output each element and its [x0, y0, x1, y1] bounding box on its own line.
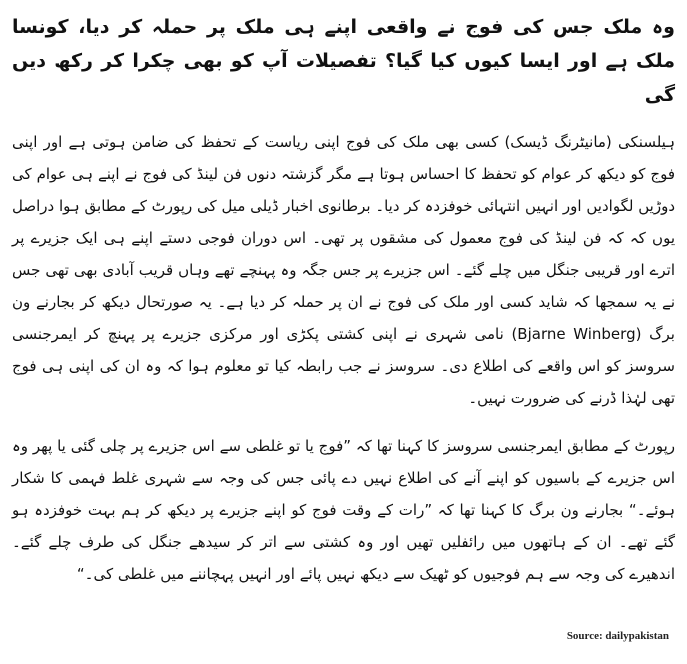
article-paragraph-2: رپورٹ کے مطابق ایمرجنسی سروسز کا کہنا تھا کہ ”فوج یا تو غلطی سے اس جزیرے پر چلی گئی یا پھر وہ اس جزیرے کے باسیوں کو اپنے آنے کی اطلاع نہیں دے پائی جس کی وجہ سے شہری غلط فہمی کا شکار ہوئے۔“ بجارنے ون برگ کا کہنا تھا کہ ”رات کے وقت فوج کو اپنے جزیرے پر دیکھ کر ہم بہت خوفزدہ ہو گئے تھے۔ ان کے ہاتھوں میں رائفلیں تھیں اور وہ کشتی سے اتر کر سیدھے جنگل کی طرف چلے گئے۔ اندھیرے کی وجہ سے ہم فوجیوں کو ٹھیک سے دیکھ نہیں پائے اور انہیں پہچاننے میں غلطی کی۔“	[12, 437, 675, 583]
source-credit: Source: dailypakistan	[566, 630, 669, 642]
article-headline: وہ ملک جس کی فوج نے واقعی اپنے ہی ملک پر حملہ کر دیا، کونسا ملک ہے اور ایسا کیوں کیا گیا؟ تفصیلات آپ کو بھی چکرا کر رکھ دیں گی	[12, 16, 675, 106]
article-paragraph-1: ہیلسنکی (مانیٹرنگ ڈیسک) کسی بھی ملک کی فوج اپنی ریاست کے تحفظ کی ضامن ہوتی ہے اور اپنی فوج کو دیکھ کر عوام کو تحفظ کا احساس ہوتا ہے مگر گزشتہ دنوں فن لینڈ کی فوج نے اپنے ہی عوام کی دوڑیں لگوادیں اور انہیں انتہائی خوفزدہ کر دیا۔ برطانوی اخبار ڈیلی میل کی رپورٹ کے مطابق ہوا دراصل یوں کہ کہ فن لینڈ کی فوج معمول کی مشقوں پر تھی۔ اس دوران فوجی دستے اپنے ہی ایک جزیرے پر اترے اور قریبی جنگل میں چلے گئے۔ اس جزیرے پر جس جگہ وہ پہنچے تھے وہاں قریب آبادی بھی تھی جس نے یہ سمجھا کہ شاید کسی اور ملک کی فوج نے ان پر حملہ کر دیا ہے۔ یہ صورتحال دیکھ کر بجارنے ون برگ (Bjarne Winberg) نامی شہری نے اپنی کشتی پکڑی اور مرکزی جزیرے پر پہنچ کر ایمرجنسی سروسز کو اس واقعے کی اطلاع دی۔ سروسز نے جب رابطہ کیا تو معلوم ہوا کہ وہ ان کی اپنی ہی فوج تھی لہٰذا ڈرنے کی ضرورت نہیں۔	[12, 133, 675, 407]
article	[12, 10, 675, 606]
